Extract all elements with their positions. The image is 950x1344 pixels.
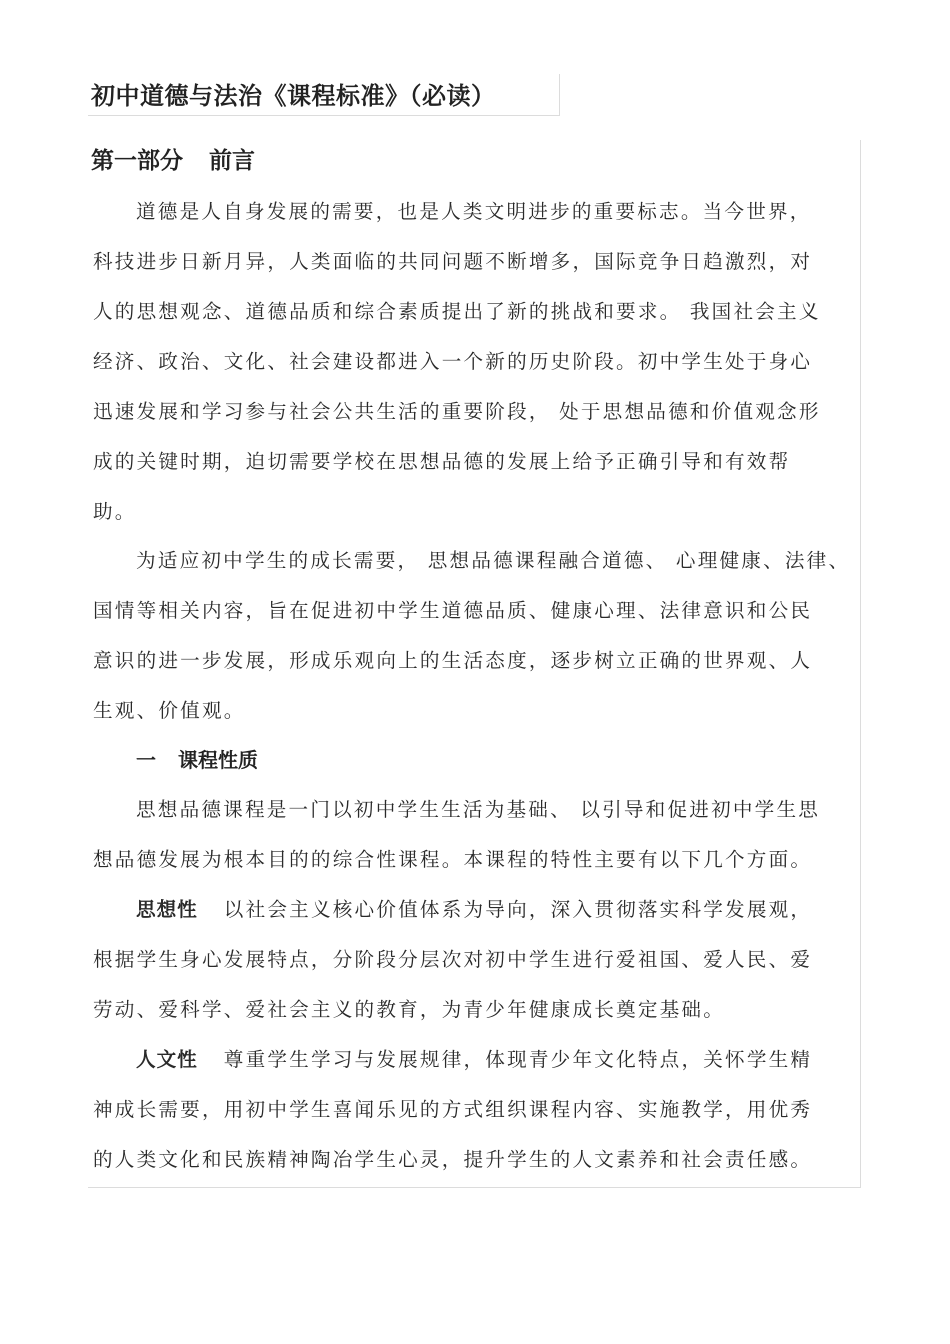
paragraph-line: 道德是人自身发展的需要，也是人类文明进步的重要标志。当今世界， [136,200,812,223]
paragraph-line: 国情等相关内容，旨在促进初中学生道德品质、健康心理、法律意识和公民 [93,599,813,622]
section-number: 一 [136,748,156,772]
paragraph-line: 成的关键时期，迫切需要学校在思想品德的发展上给予正确引导和有效帮 [93,450,791,473]
feature-first-line [136,895,812,925]
feature-keyword: 思想性 [136,898,198,921]
paragraph-line: 迅速发展和学习参与社会公共生活的重要阶段， 处于思想品德和价值观念形 [93,400,821,423]
paragraph-line: 劳动、爱科学、爱社会主义的教育，为青少年健康成长奠定基础。 [93,998,726,1021]
document-title: 初中道德与法治《课程标准》（必读） [91,82,496,110]
paragraph-line: 的人类文化和民族精神陶冶学生心灵，提升学生的人文素养和社会责任感。 [93,1148,813,1171]
feature-text: 尊重学生学习与发展规律，体现青少年文化特点，关怀学生精 [223,1048,813,1071]
paragraph-line: 思想品德课程是一门以初中学生生活为基础、 以引导和促进初中学生思 [136,798,821,821]
feature-keyword: 人文性 [136,1048,198,1071]
paragraph-line: 想品德发展为根本目的的综合性课程。本课程的特性主要有以下几个方面。 [93,848,813,871]
paragraph-line: 科技进步日新月异，人类面临的共同问题不断增多，国际竞争日趋激烈，对 [93,250,813,273]
section-title: 课程性质 [178,748,258,772]
feature-first-line [136,1045,812,1075]
part-name: 前言 [209,148,255,174]
content-box [88,140,861,1188]
paragraph-line: 助。 [93,500,137,523]
paragraph-line: 人的思想观念、道德品质和综合素质提出了新的挑战和要求。 我国社会主义 [93,300,821,323]
section-heading [136,745,258,775]
feature-text: 以社会主义核心价值体系为导向，深入贯彻落实科学发展观， [223,898,813,921]
title-box [88,74,560,116]
paragraph-line: 经济、政治、文化、社会建设都进入一个新的历史阶段。初中学生处于身心 [93,350,813,373]
paragraph-line: 生观、价值观。 [93,699,246,722]
part-heading [91,142,255,175]
part-number: 第一部分 [91,148,183,174]
paragraph-line: 根据学生身心发展特点，分阶段分层次对初中学生进行爱祖国、爱人民、爱 [93,948,813,971]
paragraph-line: 意识的进一步发展，形成乐观向上的生活态度，逐步树立正确的世界观、人 [93,649,813,672]
paragraph-line: 为适应初中学生的成长需要， 思想品德课程融合道德、 心理健康、法律、 [136,549,851,572]
paragraph-line: 神成长需要，用初中学生喜闻乐见的方式组织课程内容、实施教学，用优秀 [93,1098,813,1121]
